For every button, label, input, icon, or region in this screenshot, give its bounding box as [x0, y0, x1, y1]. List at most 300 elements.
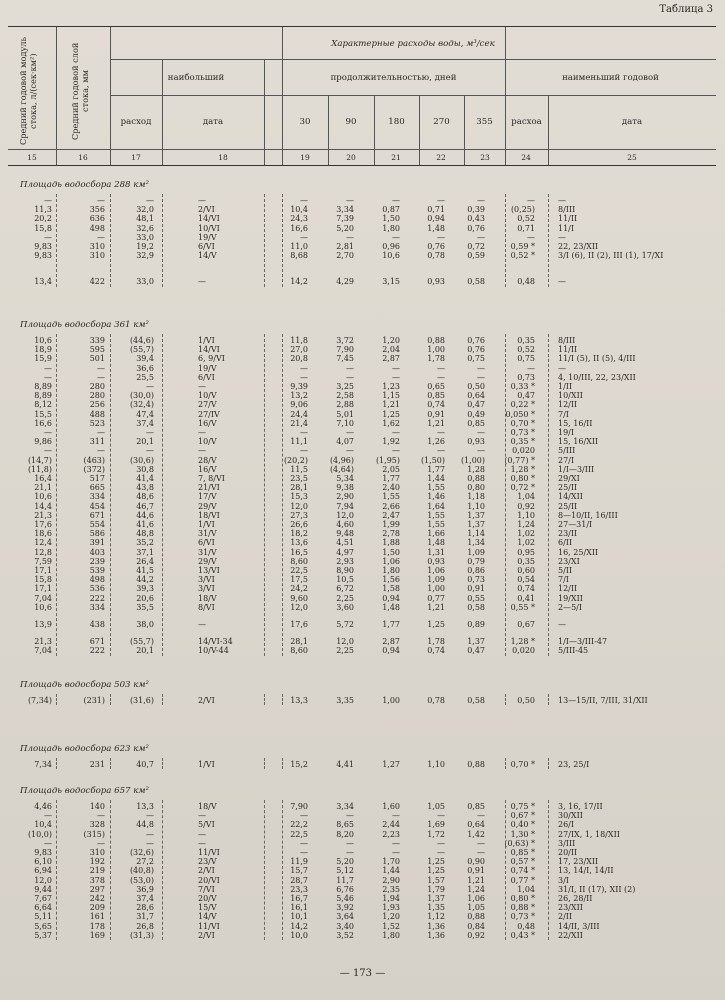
table-cell: 18,9 — [34, 345, 52, 355]
table-cell: — — [392, 838, 400, 848]
table-cell: 13,6 — [290, 538, 308, 548]
table-cell: — — [392, 232, 400, 242]
table-cell: 0,93 — [427, 277, 445, 287]
table-cell: 0,58 — [467, 277, 485, 287]
table-cell: 1,60 — [382, 802, 400, 811]
table-cell: — — [527, 363, 535, 373]
table-cell: 3,52 — [336, 930, 354, 940]
table-cell: 328 — [89, 820, 105, 830]
table-cell: 539 — [89, 566, 105, 575]
table-cell: 2,25 — [336, 593, 354, 603]
column-divider — [162, 194, 163, 287]
table-cell: 1,69 — [427, 820, 445, 830]
column-divider — [162, 334, 163, 656]
table-cell: 3/VI — [198, 575, 215, 585]
table-cell: 8,89 — [34, 382, 52, 391]
table-cell: 8,60 — [290, 556, 308, 566]
table-cell: — — [198, 428, 206, 437]
table-cell: 0,47 — [517, 391, 535, 401]
column-divider — [264, 758, 265, 769]
table-cell: 0,76 — [427, 242, 445, 251]
table-cell: 0,88 — [427, 336, 445, 345]
table-cell: 0,47 — [467, 646, 485, 656]
table-cell: 15,8 — [34, 223, 52, 233]
table-cell: 28/V — [198, 455, 217, 465]
table-cell: 140 — [89, 802, 105, 811]
column-number: 15 — [27, 153, 37, 162]
column-number: 24 — [521, 153, 531, 162]
table-cell: — — [346, 232, 354, 242]
table-row — [8, 529, 716, 538]
table-cell: 0,84 — [467, 921, 485, 931]
table-cell: 0,93 — [427, 556, 445, 566]
table-cell: 2,93 — [336, 556, 354, 566]
table-cell: 4,07 — [336, 437, 354, 447]
table-cell: — — [477, 838, 485, 848]
table-cell: 498 — [89, 223, 105, 233]
table-cell: — — [477, 848, 485, 857]
table-cell: 0,76 — [467, 345, 485, 355]
table-cell: — — [392, 363, 400, 373]
table-cell: — — [437, 811, 445, 821]
table-row — [8, 400, 716, 409]
table-cell: 14,2 — [290, 277, 308, 287]
table-cell: 0,87 — [382, 205, 400, 215]
table-cell: 0,78 — [427, 251, 445, 261]
table-cell: 13,3 — [290, 696, 308, 705]
table-cell: 0,73 * — [510, 428, 535, 437]
table-cell: 18/V — [198, 802, 217, 811]
table-cell: 1,05 — [467, 903, 485, 913]
table-row — [8, 382, 716, 391]
column-divider — [56, 800, 57, 940]
table-cell: 1,21 — [382, 400, 400, 410]
table-cell: 1,25 — [427, 857, 445, 867]
table-cell: 1,55 — [382, 492, 400, 502]
table-cell: 0,74 — [427, 646, 445, 656]
table-cell: 40,7 — [136, 760, 154, 769]
table-cell: (4,64) — [329, 464, 354, 474]
table-cell: 1,55 — [427, 510, 445, 520]
table-cell: 2,70 — [336, 251, 354, 261]
table-cell: 0,35 — [517, 556, 535, 566]
table-cell: 438 — [89, 620, 105, 629]
table-cell: 0,64 — [467, 391, 485, 401]
table-cell: 8,60 — [290, 646, 308, 656]
table-cell: 1,80 — [382, 223, 400, 233]
table-row — [8, 811, 716, 820]
table-cell: 0,74 * — [510, 866, 535, 876]
table-cell: 0,94 — [427, 214, 445, 224]
table-cell: 665 — [89, 483, 105, 493]
table-cell: — — [300, 232, 308, 242]
table-cell: 15, 16/XII — [558, 437, 599, 447]
table-cell: 1,04 — [517, 492, 535, 502]
table-cell: 554 — [89, 520, 105, 529]
table-cell: 1,70 — [382, 857, 400, 867]
table-cell: 1,12 — [427, 912, 445, 922]
table-cell: 1,14 — [467, 529, 485, 539]
table-cell: 0,85 — [467, 802, 485, 811]
table-cell: 7/I — [558, 575, 569, 585]
table-cell: — — [146, 838, 154, 848]
table-row — [8, 894, 716, 903]
table-row — [8, 566, 716, 575]
table-cell: 19,2 — [136, 242, 154, 251]
table-cell: 11,7 — [336, 875, 354, 885]
table-cell: 378 — [89, 875, 105, 885]
table-cell: 6,10 — [34, 857, 52, 867]
table-cell: 21,3 — [34, 637, 52, 647]
table-cell: (31,3) — [129, 930, 154, 940]
table-cell: 1/VI — [198, 336, 215, 345]
table-cell: 0,52 * — [510, 251, 535, 261]
table-cell: 1,20 — [382, 336, 400, 345]
table-cell: 11/I — [558, 223, 575, 233]
table-cell: 498 — [89, 575, 105, 585]
table-cell: 23, 25/I — [558, 760, 590, 769]
table-cell: 3,15 — [382, 277, 400, 287]
table-cell: 11/I (5), II (5), 4/III — [558, 354, 636, 364]
table-row — [8, 830, 716, 839]
column-divider — [548, 800, 549, 940]
table-cell: 391 — [89, 538, 105, 548]
table-cell: 0,94 — [382, 646, 400, 656]
table-cell: 0,73 — [517, 372, 535, 382]
table-cell: 10,6 — [382, 251, 400, 261]
table-cell: 0,22 * — [510, 400, 535, 410]
table-cell: 33,0 — [136, 277, 154, 287]
table-cell: 0,48 — [517, 277, 535, 287]
table-cell: 1,20 — [382, 912, 400, 922]
table-row — [8, 205, 716, 214]
table-cell: 13,4 — [34, 277, 52, 287]
table-cell: 0,48 — [517, 921, 535, 931]
table-cell: 0,64 — [467, 820, 485, 830]
table-cell: 19/XII — [558, 593, 583, 603]
table-row — [8, 637, 716, 646]
d30-header: 30 — [299, 117, 311, 127]
table-cell: 1,80 — [382, 930, 400, 940]
table-cell: 2,05 — [382, 464, 400, 474]
table-cell: 8/III — [558, 205, 576, 215]
table-cell: 310 — [89, 251, 105, 261]
table-cell: 239 — [89, 556, 105, 566]
max-rashod-header: расход — [120, 117, 152, 127]
table-cell: 16/V — [198, 418, 217, 428]
section-title: Площадь водосбора 288 км² — [20, 180, 149, 190]
table-cell: 15,9 — [34, 354, 52, 364]
table-cell: 20,1 — [136, 646, 154, 656]
table-cell: 12/II — [558, 400, 578, 410]
column-divider — [56, 758, 57, 769]
table-cell: 13/VI — [198, 566, 220, 575]
table-cell: 6/VI — [198, 538, 215, 548]
table-cell: 0,49 — [467, 409, 485, 419]
min-date-header: дата — [621, 117, 643, 127]
table-cell: 15,7 — [290, 866, 308, 876]
table-cell: 31/V — [198, 547, 217, 557]
table-cell: 23,3 — [290, 884, 308, 894]
table-cell: 5/III — [558, 446, 576, 456]
table-cell: 2,87 — [382, 637, 400, 647]
table-cell: 10/VI — [198, 223, 220, 233]
table-cell: 15, 16/II — [558, 418, 593, 428]
table-cell: 2,78 — [382, 529, 400, 539]
table-cell: 0,52 — [517, 345, 535, 355]
table-cell: — — [558, 363, 566, 373]
table-cell: 0,60 — [517, 566, 535, 575]
table-cell: 3/VI — [198, 584, 215, 594]
table-cell: 0,75 — [517, 354, 535, 364]
column-divider — [56, 334, 57, 656]
table-cell: 0,59 * — [510, 242, 535, 251]
table-cell: (44,6) — [129, 336, 154, 345]
table-cell: 22,2 — [290, 820, 308, 830]
table-cell: 23/II — [558, 529, 578, 539]
table-cell: 7,04 — [34, 593, 52, 603]
table-cell: (10,0) — [27, 829, 52, 839]
table-row — [8, 520, 716, 529]
min-rashod-header: расхоа — [511, 117, 542, 127]
table-cell: 22/XII — [558, 930, 583, 940]
table-cell: 2,40 — [382, 483, 400, 493]
table-cell: 20/II — [558, 848, 578, 857]
table-cell: 222 — [89, 646, 105, 656]
table-cell: — — [477, 196, 485, 205]
table-row — [8, 876, 716, 885]
table-cell: 1,06 — [427, 566, 445, 575]
table-cell: 0,52 — [517, 214, 535, 224]
table-cell: — — [477, 372, 485, 382]
table-cell: 27/IV — [198, 409, 220, 419]
table-cell: 14/VI-34 — [198, 637, 233, 647]
table-cell: 11/II — [558, 345, 578, 355]
table-cell: 3/I (6), II (2), III (1), 17/XI — [558, 251, 664, 261]
table-cell: 5,11 — [34, 912, 52, 922]
table-cell: 41,5 — [136, 566, 154, 575]
table-cell: 20,6 — [136, 593, 154, 603]
table-cell: 5/III-45 — [558, 646, 589, 656]
table-row — [8, 242, 716, 251]
table-cell: 2/VI — [198, 930, 215, 940]
duration-group-header: продолжительностью, дней — [330, 73, 457, 83]
table-row — [8, 446, 716, 455]
table-cell: 2,87 — [382, 354, 400, 364]
table-cell: (40,8) — [129, 866, 154, 876]
table-cell: 0,77 — [427, 593, 445, 603]
table-cell: 1,48 — [427, 538, 445, 548]
table-row — [8, 912, 716, 921]
table-row — [8, 437, 716, 446]
column-number: 22 — [436, 153, 446, 162]
table-cell: 1,78 — [427, 637, 445, 647]
table-cell: (372) — [83, 464, 105, 474]
table-cell: 5,46 — [336, 894, 354, 903]
column-divider — [282, 194, 283, 287]
table-cell: 16,5 — [290, 547, 308, 557]
table-cell: 1/I—3/III — [558, 464, 595, 474]
column-divider — [110, 758, 111, 769]
table-cell: — — [97, 232, 105, 242]
table-cell: 9,06 — [290, 400, 308, 410]
table-cell: 0,95 — [517, 547, 535, 557]
table-cell: 9,83 — [34, 848, 52, 857]
table-cell: 0,75 * — [510, 802, 535, 811]
d355-header: 355 — [476, 117, 493, 127]
column-divider — [282, 758, 283, 769]
table-cell: 17,6 — [290, 620, 308, 629]
table-cell: — — [97, 196, 105, 205]
table-cell: 11,0 — [290, 242, 308, 251]
table-cell: 30/XII — [558, 811, 583, 821]
table-cell: (53,0) — [129, 875, 154, 885]
table-cell: 12/II — [558, 584, 578, 594]
table-cell: (0,77) * — [504, 455, 535, 465]
table-cell: 2,90 — [336, 492, 354, 502]
table-cell: 35,2 — [136, 538, 154, 548]
table-cell: — — [300, 811, 308, 821]
table-cell: 20,2 — [34, 214, 52, 224]
table-cell: 7,39 — [336, 214, 354, 224]
table-cell: 1,10 — [517, 510, 535, 520]
table-cell: (55,7) — [129, 345, 154, 355]
table-row — [8, 277, 716, 286]
table-cell: 7,45 — [336, 354, 354, 364]
column-divider — [505, 800, 506, 940]
table-row — [8, 885, 716, 894]
table-cell: — — [346, 811, 354, 821]
table-row — [8, 428, 716, 437]
table-cell: — — [97, 446, 105, 456]
table-row — [8, 575, 716, 584]
table-cell: 2,81 — [336, 242, 354, 251]
table-cell: 20,1 — [136, 437, 154, 447]
table-row — [8, 538, 716, 547]
table-cell: 3/I — [558, 875, 569, 885]
table-cell: 1,10 — [427, 760, 445, 769]
table-cell: 11,3 — [34, 205, 52, 215]
table-cell: — — [198, 838, 206, 848]
table-cell: 0,92 — [467, 930, 485, 940]
table-cell: 310 — [89, 848, 105, 857]
table-cell: 0,41 — [517, 593, 535, 603]
table-cell: 48,6 — [136, 492, 154, 502]
table-cell: 9,86 — [34, 437, 52, 447]
table-cell: 0,57 * — [510, 857, 535, 867]
table-cell: 24,4 — [290, 409, 308, 419]
table-cell: 523 — [89, 418, 105, 428]
table-cell: 7,67 — [34, 894, 52, 903]
table-cell: 5,72 — [336, 620, 354, 629]
table-cell: 14/VI — [198, 345, 220, 355]
table-cell: 13, 14/I, 14/II — [558, 866, 614, 876]
table-cell: 2/VI — [198, 696, 215, 705]
table-cell: 6, 9/VI — [198, 354, 225, 364]
table-cell: 33,0 — [136, 232, 154, 242]
table-cell: 6,76 — [336, 884, 354, 894]
table-cell: 334 — [89, 492, 105, 502]
table-cell: 17, 23/XII — [558, 857, 599, 867]
table-cell: 1,34 — [467, 538, 485, 548]
table-cell: 2,66 — [382, 501, 400, 511]
table-cell: 1,58 — [382, 584, 400, 594]
table-cell: (55,7) — [129, 637, 154, 647]
table-cell: (11,8) — [27, 464, 52, 474]
column-number: 17 — [131, 153, 141, 162]
table-cell: 16,6 — [290, 223, 308, 233]
table-cell: — — [437, 446, 445, 456]
table-cell: 1,46 — [427, 492, 445, 502]
table-cell: 14/XII — [558, 492, 583, 502]
table-cell: 26,4 — [136, 556, 154, 566]
table-cell: — — [477, 428, 485, 437]
table-cell: 595 — [89, 345, 105, 355]
table-cell: 256 — [89, 400, 105, 410]
table-cell: 0,47 — [467, 400, 485, 410]
table-cell: — — [198, 277, 206, 287]
table-cell: 280 — [89, 391, 105, 401]
table-cell: 22,5 — [290, 566, 308, 575]
table-cell: 21,1 — [34, 483, 52, 493]
table-cell: 6/VI — [198, 242, 215, 251]
table-row — [8, 620, 716, 629]
table-cell: — — [437, 372, 445, 382]
table-row — [8, 483, 716, 492]
table-cell: 3,35 — [336, 696, 354, 705]
group-header: Характерные расходы воды, м³/сек — [331, 39, 495, 49]
table-cell: 37,4 — [136, 418, 154, 428]
table-cell: — — [392, 372, 400, 382]
table-cell: 1,93 — [382, 903, 400, 913]
table-cell: 32,0 — [136, 205, 154, 215]
table-cell: 8,65 — [336, 820, 354, 830]
table-row — [8, 603, 716, 612]
table-cell: 9,48 — [336, 529, 354, 539]
table-cell: — — [346, 838, 354, 848]
table-cell: 0,75 — [467, 354, 485, 364]
column-number: 21 — [391, 153, 401, 162]
table-cell: 25/II — [558, 483, 578, 493]
table-cell: 0,80 * — [510, 894, 535, 903]
table-cell: 1,55 — [427, 483, 445, 493]
column-divider — [162, 800, 163, 940]
table-cell: 5/VI — [198, 820, 215, 830]
table-row — [8, 548, 716, 557]
table-cell: 7,34 — [34, 760, 52, 769]
table-cell: 0,89 — [467, 620, 485, 629]
table-cell: — — [392, 848, 400, 857]
table-cell: — — [300, 428, 308, 437]
table-cell: 0,39 — [467, 205, 485, 215]
table-cell: 311 — [89, 437, 105, 447]
table-cell: 6,64 — [34, 903, 52, 913]
column-divider — [505, 694, 506, 705]
table-row — [8, 251, 716, 260]
column-divider — [56, 194, 57, 287]
table-cell: 1,09 — [427, 575, 445, 585]
table-cell: — — [346, 446, 354, 456]
table-cell: 1,56 — [382, 575, 400, 585]
table-cell: 11,9 — [290, 857, 308, 867]
table-cell: 4,29 — [336, 277, 354, 287]
table-cell: 9,39 — [290, 382, 308, 391]
table-cell: 29/V — [198, 501, 217, 511]
table-cell: 403 — [89, 547, 105, 557]
table-cell: 13—15/II, 7/III, 31/XII — [558, 696, 648, 705]
table-cell: 536 — [89, 584, 105, 594]
table-cell: 14,4 — [34, 501, 52, 511]
